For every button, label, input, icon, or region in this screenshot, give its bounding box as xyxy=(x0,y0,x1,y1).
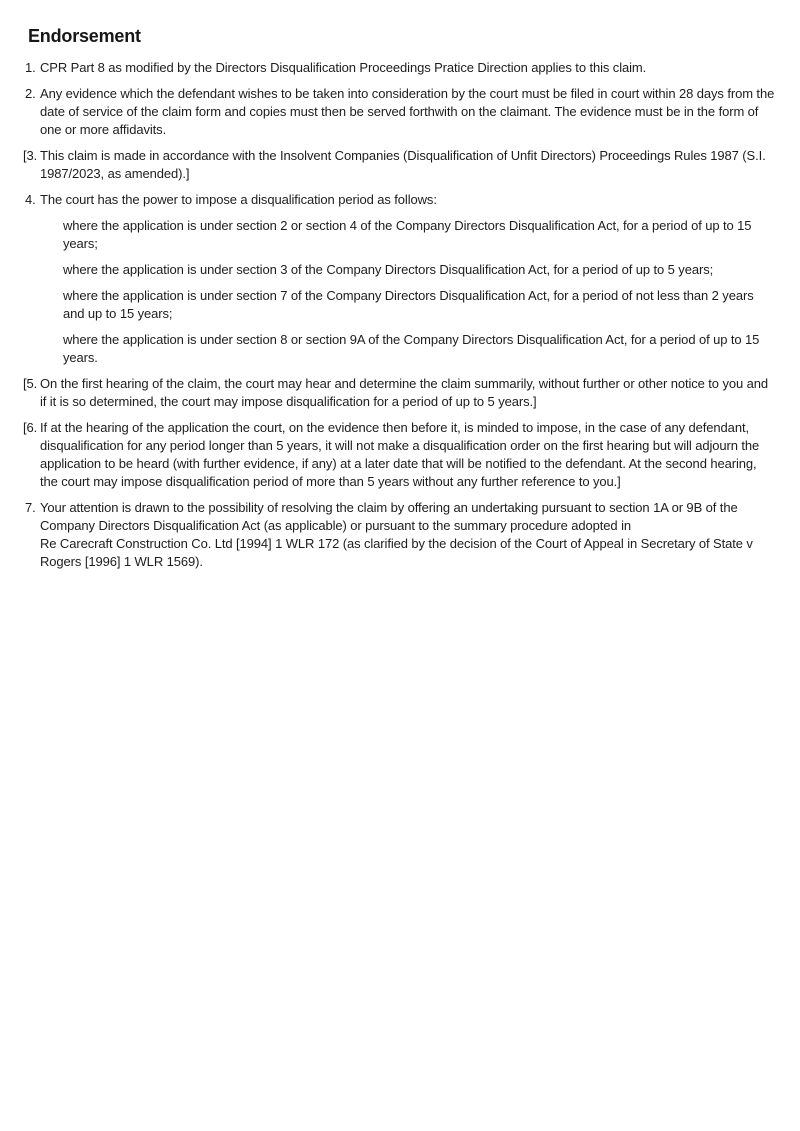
item-marker: 7. xyxy=(25,500,36,515)
document-title: Endorsement xyxy=(28,26,141,46)
item-text: The court has the power to impose a disqualification period as follows: xyxy=(40,192,437,207)
item-text: CPR Part 8 as modified by the Directors Disqualification Proceedings Pratice Direction applies to this claim. xyxy=(40,60,647,75)
item-text: This claim is made in accordance with the Insolvent Companies (Disqualification of Unfit Directors) Proceedings Rules 1987 (S.I. 1987/2023, as amended).] xyxy=(40,148,766,181)
list-item-2 xyxy=(25,85,775,139)
item-text: Your attention is drawn to the possibility of resolving the claim by offering an undertaking pursuant to section 1A or 9B of the Company Directors Disqualification Act (as applicable) or pursuant to the summary procedure adopted in xyxy=(40,500,738,533)
item-text: If at the hearing of the application the court, on the evidence then before it, is minded to impose, in the case of any defendant, disqualification for any period longer than 5 years, it will not make a disqualification order on the first hearing but will adjourn the application to be heard (with further evidence, if any) at a later date that will be notified to the defendant. At the second hearing, the court may impose disqualification period of more than 5 years without any further reference to you.] xyxy=(40,420,760,489)
list-item-3 xyxy=(25,147,775,183)
item-text: On the first hearing of the claim, the court may hear and determine the claim summarily, without further or other notice to you and if it is so determined, the court may impose disqualification for a period of up to 5 years.] xyxy=(40,376,769,409)
item-marker: 4. xyxy=(25,192,36,207)
list-item-4 xyxy=(25,191,775,367)
item-marker: [5. xyxy=(23,376,38,391)
item-text: Any evidence which the defendant wishes to be taken into consideration by the court must be filed in court within 28 days from the date of service of the claim form and copies must then be served forthwith on the claimant. The evidence must be in the form of one or more affidavits. xyxy=(40,86,775,137)
list-item-5 xyxy=(25,375,775,411)
item-subtext: where the application is under section 3 of the Company Directors Disqualification Act, for a period of up to 5 years; xyxy=(63,262,714,277)
item-marker: 2. xyxy=(25,86,36,101)
item-subtext: where the application is under section 7 of the Company Directors Disqualification Act, for a period of not less than 2 years and up to 15 years; xyxy=(63,288,754,321)
item-marker: [3. xyxy=(23,148,38,163)
list-item-6 xyxy=(25,419,775,491)
item-marker: 1. xyxy=(25,60,36,75)
item-subtext: where the application is under section 8 or section 9A of the Company Directors Disqualification Act, for a period of up to 15 years. xyxy=(63,332,760,365)
item-citation: Re Carecraft Construction Co. Ltd [1994] 1 WLR 172 (as clarified by the decision of the Court of Appeal in Secretary of State v Rogers [1996] 1 WLR 1569). xyxy=(40,536,753,569)
item-subtext: where the application is under section 2 or section 4 of the Company Directors Disqualification Act, for a period of up to 15 years; xyxy=(63,218,752,251)
item-marker: [6. xyxy=(23,420,38,435)
list-item-1 xyxy=(25,59,775,77)
list-item-7 xyxy=(25,499,775,571)
